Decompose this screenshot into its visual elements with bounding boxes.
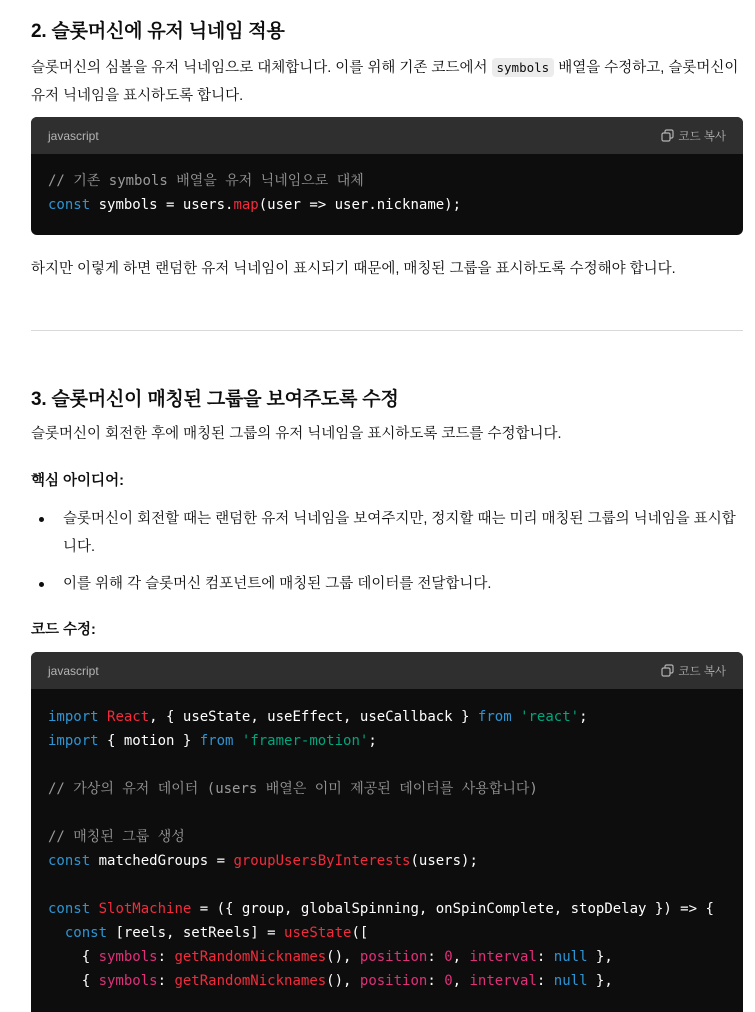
inline-code-symbols: symbols xyxy=(492,58,555,77)
code-block-1-body: // 기존 symbols 배열을 유저 닉네임으로 대체 const symbols = users.map(user => user.nickname); xyxy=(48,173,462,213)
section2-intro-before: 슬롯머신의 심볼을 유저 닉네임으로 대체합니다. 이를 위해 기존 코드에서 xyxy=(31,60,492,76)
key-idea-label-text: 핵심 아이디어: xyxy=(31,473,124,489)
code-block-2-header xyxy=(31,652,743,689)
code-block-2-body: import React, { useState, useEffect, useCallback } from 'react'; import { motion } from 'framer-motion'; // 가상의 유저 데이터 (users 배열은 이미 제공된 데이터를 사용합니다) // 매칭된 그룹 생성 const matchedGroups = groupUsersByInterests(users); const SlotMachine = ({ group, globalSpinning, onSpinComplete, stopDelay }) => { const [reels, setReels] = useState([ { symbols: getRandomNicknames(), position: 0, interval: null }, { symbols: getRandomNicknames(), position: 0, interval: null }, xyxy=(48,709,714,989)
copy-icon xyxy=(661,664,674,677)
key-idea-label xyxy=(31,467,124,495)
code-block-2 xyxy=(31,652,743,1012)
code-fix-label xyxy=(31,616,96,644)
code-block-2-lang: javascript xyxy=(48,663,99,678)
copy-icon xyxy=(661,129,674,142)
section2-after-text: 하지만 이렇게 하면 랜덤한 유저 닉네임이 표시되기 때문에, 매칭된 그룹을 표시하도록 수정해야 합니다. xyxy=(31,261,676,277)
copy-code-button[interactable] xyxy=(661,663,726,679)
copy-code-button[interactable] xyxy=(661,128,726,144)
section2-heading: 2. 슬롯머신에 유저 닉네임 적용 xyxy=(31,21,285,42)
copy-code-label: 코드 복사 xyxy=(678,665,726,678)
code-block-1-lang: javascript xyxy=(48,128,99,143)
section2-intro-after: 배열을 수정하고, 슬롯머신이 유저 닉네임을 표시하도록 합니다. xyxy=(31,60,739,104)
section2-intro xyxy=(31,54,743,110)
section3-heading: 3. 슬롯머신이 매칭된 그룹을 보여주도록 수정 xyxy=(31,389,399,410)
list-item: 슬롯머신이 회전할 때는 랜덤한 유저 닉네임을 보여주지만, 정지할 때는 미리 매칭된 그룹의 닉네임을 표시합니다. xyxy=(31,505,743,561)
copy-code-label: 코드 복사 xyxy=(678,130,726,143)
section-divider xyxy=(31,330,743,331)
code-block-1-header xyxy=(31,117,743,154)
code-fix-label-text: 코드 수정: xyxy=(31,622,96,638)
code-block-1 xyxy=(31,117,743,235)
list-item: 이를 위해 각 슬롯머신 컴포넌트에 매칭된 그룹 데이터를 전달합니다. xyxy=(31,570,743,598)
section3-intro: 슬롯머신이 회전한 후에 매칭된 그룹의 유저 닉네임을 표시하도록 코드를 수정합니다. xyxy=(31,426,562,442)
key-idea-list xyxy=(31,505,743,598)
